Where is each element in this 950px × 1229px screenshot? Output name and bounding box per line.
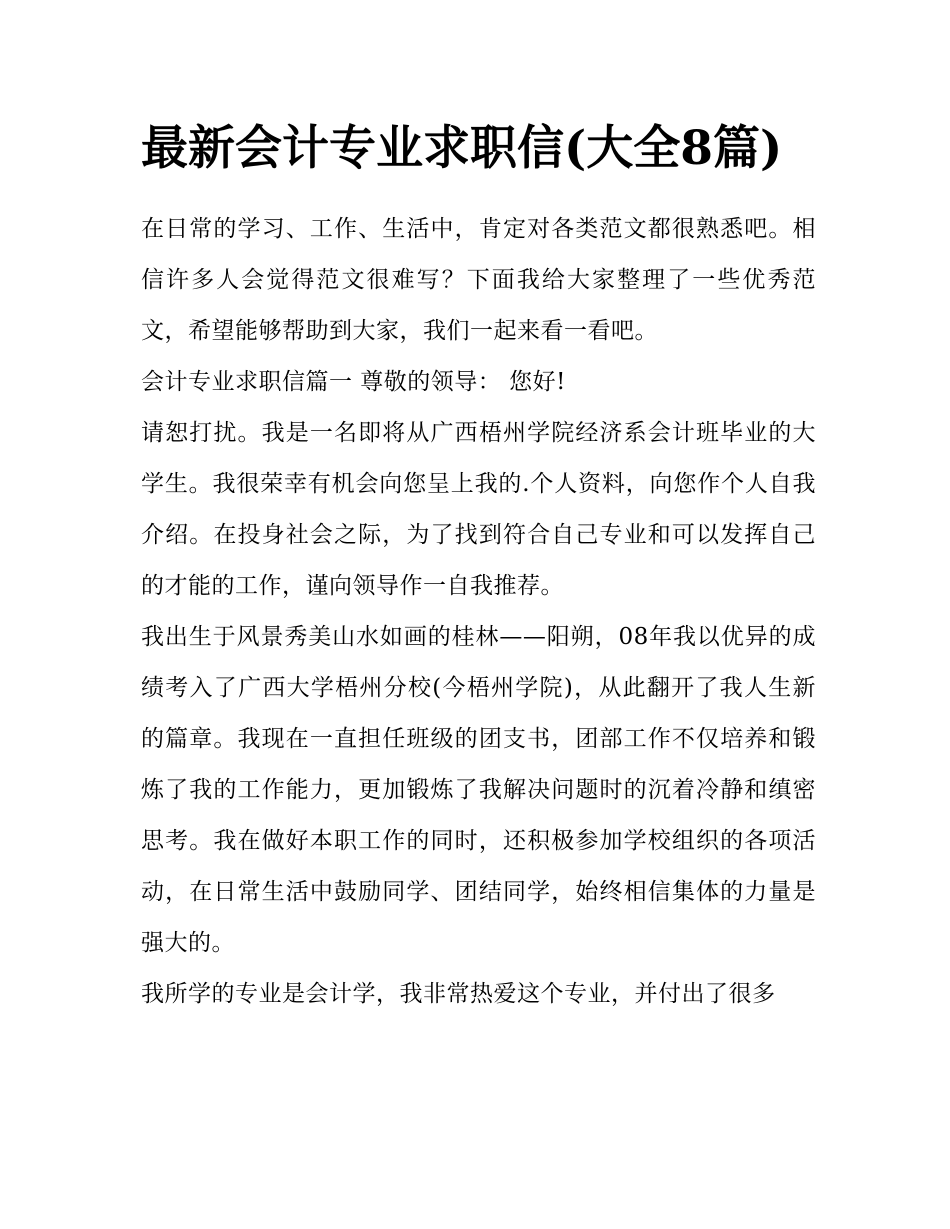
paragraph-major: 我所学的专业是会计学，我非常热爱这个专业，并付出了很多 [141, 981, 776, 1007]
paragraph-self-introduction: 请恕打扰。我是一名即将从广西梧州学院经济系会计班毕业的大学生。我很荣幸有机会向您呈上我的.个人资料，向您作个人自我介绍。在投身社会之际，为了找到符合自己专业和可以发挥自己的才能的工作，谨向领导作一自我推荐。 [141, 420, 816, 599]
paragraph-salutation: 会计专业求职信篇一 尊敬的领导： 您好! [141, 369, 566, 395]
paragraph-background: 我出生于风景秀美山水如画的桂林——阳朔，08年我以优异的成绩考入了广西大学梧州分校(今梧州学院)，从此翻开了我人生新的篇章。我现在一直担任班级的团支书，团部工作不仅培养和锻炼了我的工作能力，更加锻炼了我解决问题时的沉着冷静和缜密思考。我在做好本职工作的同时，还积极参加学校组织的各项活动，在日常生活中鼓励同学、团结同学，始终相信集体的力量是强大的。 [141, 624, 816, 956]
document-title: 最新会计专业求职信(大全8篇) [141, 121, 783, 176]
document-page [141, 112, 816, 1020]
paragraph-intro: 在日常的学习、工作、生活中，肯定对各类范文都很熟悉吧。相信许多人会觉得范文很难写？下面我给大家整理了一些优秀范文，希望能够帮助到大家，我们一起来看一看吧。 [141, 216, 816, 344]
